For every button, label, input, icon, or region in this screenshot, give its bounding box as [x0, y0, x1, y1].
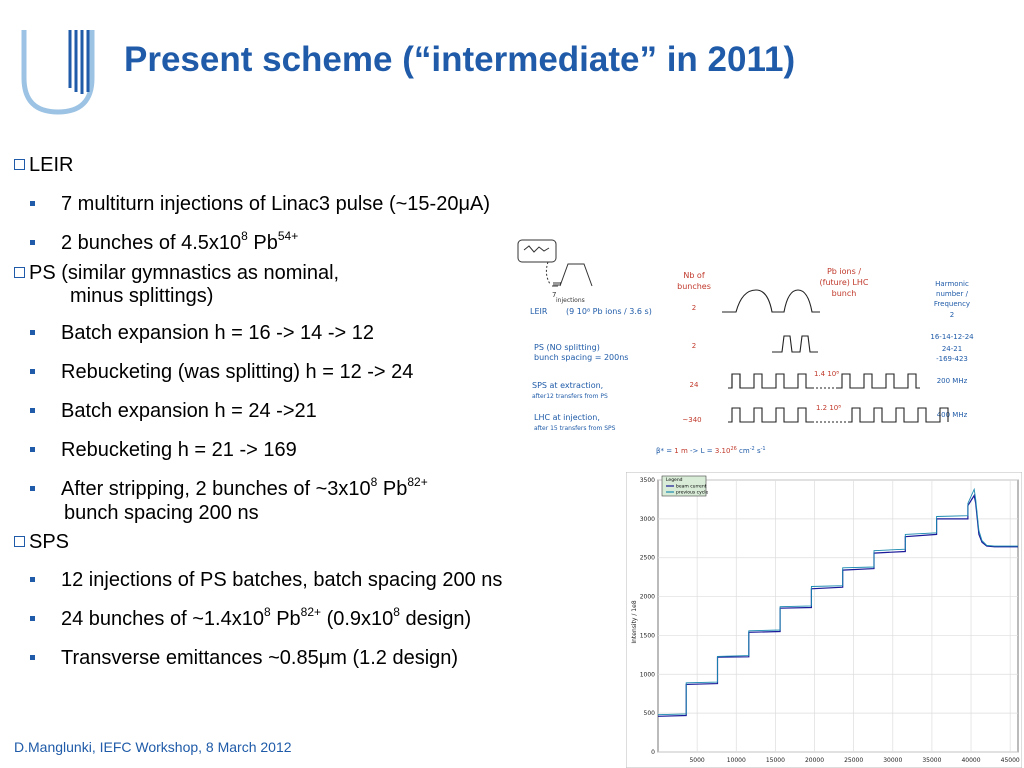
- row-lhc-harm: 400 MHz: [936, 411, 968, 419]
- list-item: 2 bunches of $4.5x10^8$ $Pb^{54+}$: [30, 232, 298, 255]
- list-item: After stripping, 2 bunches of $\sim 3x10^8$ $Pb^{82+}$: [30, 478, 428, 501]
- list-item: Rebucketing h = 21 -> 169: [30, 439, 297, 462]
- y-tick-label: 500: [643, 710, 655, 718]
- list-item: Batch expansion h = 24 ->21: [30, 400, 317, 423]
- x-tick-label: 30000: [883, 757, 903, 764]
- header-harmonic-2: number /: [936, 290, 968, 298]
- intensity-plot: [626, 472, 1022, 768]
- list-item: 7 multiturn injections of Linac3 pulse (~15-20μA): [30, 193, 490, 216]
- header-harmonic-3: Frequency: [933, 300, 971, 308]
- x-tick-label: 5000: [689, 757, 705, 764]
- row-ps-harm2: 24-21: [941, 345, 963, 353]
- list-item: 24 bunches of $\sim 1.4x10^8$ $Pb^{82+}$ ($0.9x10^8$ design): [30, 608, 471, 631]
- x-tick-label: 20000: [804, 757, 825, 764]
- list-item-continued: bunch spacing 200 ns: [64, 502, 259, 524]
- list-item: Transverse emittances ~0.85μm (1.2 design): [30, 647, 458, 670]
- y-tick-label: 2000: [639, 593, 655, 601]
- x-tick-label: 40000: [961, 757, 981, 764]
- row-leir-harm: 2: [949, 311, 955, 319]
- section-ps-continued: minus splittings): [70, 285, 214, 307]
- injections-label: injections: [556, 297, 585, 304]
- row-lhc-label: LHC at injection,: [534, 413, 600, 422]
- row-leir-nb: 2: [691, 304, 697, 312]
- section-sps: SPS: [14, 531, 69, 554]
- row-ps-label: PS (NO splitting): [534, 343, 600, 352]
- sps-pb-per-bunch: 1.4 10⁸: [814, 370, 840, 378]
- injections-count: 7: [552, 291, 557, 299]
- header-harmonic-1: Harmonic: [935, 280, 969, 288]
- row-sps-nb: 24: [689, 381, 699, 389]
- section-leir: LEIR: [14, 154, 73, 177]
- x-tick-label: 35000: [922, 757, 942, 764]
- row-ps-harm: 16-14-12-24: [930, 333, 974, 341]
- row-leir-label: LEIR: [530, 307, 548, 316]
- list-item: Batch expansion h = 16 -> 14 -> 12: [30, 322, 374, 345]
- university-logo: [18, 26, 98, 118]
- header-pb-2: (future) LHC: [819, 278, 869, 287]
- header-nb-bunches-2: bunches: [677, 282, 711, 291]
- header-nb-bunches-1: Nb of: [683, 271, 705, 280]
- y-tick-label: 1500: [639, 632, 655, 640]
- y-tick-label: 2500: [639, 554, 655, 562]
- x-tick-label: 10000: [726, 757, 746, 764]
- luminosity-formula: β* = 1 $m -> L = 3.10^{26}$ $cm^{-2}$ $s^{-1}$: [656, 446, 766, 455]
- header-pb-1: Pb ions /: [826, 267, 862, 276]
- legend-title: Legend: [666, 478, 683, 483]
- row-ps-nb: 2: [691, 342, 697, 350]
- x-tick-label: 15000: [765, 757, 785, 764]
- plot-ylabel: Intensity / 1e8: [631, 600, 638, 644]
- row-leir-sub: (9 10⁸ Pb ions / 3.6 s): [566, 307, 652, 316]
- list-item: 12 injections of PS batches, batch spacing 200 ns: [30, 569, 502, 592]
- section-ps: PS (similar gymnastics as nominal,: [14, 262, 339, 285]
- row-sps-label: SPS at extraction,: [532, 381, 604, 390]
- y-tick-label: 0: [651, 749, 655, 756]
- y-tick-label: 1000: [639, 671, 655, 679]
- page-title: Present scheme (“intermediate” in 2011): [124, 40, 796, 79]
- row-ps-sub: bunch spacing = 200ns: [534, 353, 629, 362]
- legend-beam-current: beam current: [676, 484, 707, 490]
- bunch-scheme-diagram: [508, 234, 974, 460]
- list-item: Rebucketing (was splitting) h = 12 -> 24: [30, 361, 413, 384]
- x-tick-label: 25000: [844, 757, 864, 764]
- x-tick-label: 45000: [1000, 757, 1020, 764]
- row-sps-harm: 200 MHz: [936, 377, 968, 385]
- y-tick-label: 3000: [639, 515, 655, 523]
- row-ps-harm3: -169-423: [936, 355, 968, 363]
- y-tick-label: 3500: [639, 477, 655, 484]
- legend-previous-cycle: previous cycle: [676, 490, 709, 496]
- header-pb-3: bunch: [831, 289, 857, 298]
- lhc-pb-per-bunch: 1.2 10⁸: [816, 404, 842, 412]
- footer: D.Manglunki, IEFC Workshop, 8 March 2012: [14, 739, 292, 755]
- row-lhc-nb: ~340: [682, 416, 702, 424]
- row-sps-sub: after12 transfers from PS: [532, 393, 608, 400]
- row-lhc-sub: after 15 transfers from SPS: [534, 425, 616, 432]
